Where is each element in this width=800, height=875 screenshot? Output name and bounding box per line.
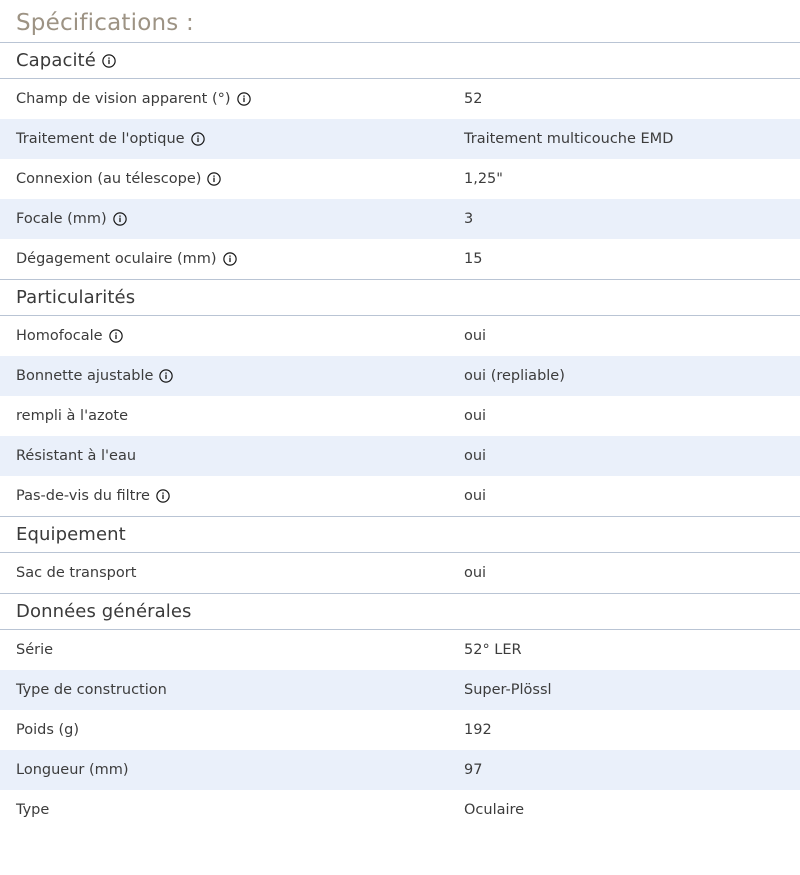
spec-value-cell bbox=[448, 396, 800, 436]
section-title-label: Particularités bbox=[16, 287, 136, 308]
section-header-row bbox=[0, 594, 800, 630]
table-row bbox=[0, 79, 800, 120]
spec-value-cell bbox=[448, 436, 800, 476]
section-header-cell bbox=[0, 517, 800, 553]
section-title-label: Equipement bbox=[16, 524, 126, 545]
spec-label-wrap bbox=[16, 131, 448, 147]
spec-label-cell bbox=[0, 356, 448, 396]
spec-label-cell bbox=[0, 790, 448, 830]
spec-value: 15 bbox=[464, 251, 483, 267]
spec-label: Dégagement oculaire (mm) bbox=[16, 251, 217, 267]
spec-label-cell bbox=[0, 239, 448, 280]
section-title bbox=[0, 517, 800, 552]
spec-label-wrap bbox=[16, 368, 448, 384]
spec-value-cell bbox=[448, 710, 800, 750]
spec-label: Homofocale bbox=[16, 328, 103, 344]
table-row bbox=[0, 199, 800, 239]
spec-value: oui bbox=[464, 328, 487, 344]
spec-label-wrap bbox=[16, 762, 448, 778]
table-row bbox=[0, 790, 800, 830]
spec-value-cell bbox=[448, 630, 800, 671]
table-row bbox=[0, 710, 800, 750]
table-row bbox=[0, 316, 800, 357]
spec-value-cell bbox=[448, 750, 800, 790]
spec-label: Sac de transport bbox=[16, 565, 137, 581]
spec-label-wrap bbox=[16, 211, 448, 227]
spec-label-wrap bbox=[16, 408, 448, 424]
section-title bbox=[0, 594, 800, 629]
spec-value: 3 bbox=[464, 211, 474, 227]
spec-label-cell bbox=[0, 750, 448, 790]
spec-label-wrap bbox=[16, 802, 448, 818]
table-row bbox=[0, 436, 800, 476]
section-title-label: Capacité bbox=[16, 50, 96, 71]
spec-label-cell bbox=[0, 476, 448, 517]
spec-value: oui (repliable) bbox=[464, 368, 565, 384]
spec-label-wrap bbox=[16, 448, 448, 464]
page-title: Spécifications : bbox=[16, 10, 194, 36]
info-icon[interactable] bbox=[113, 212, 127, 226]
spec-label: Champ de vision apparent (°) bbox=[16, 91, 231, 107]
info-icon[interactable] bbox=[102, 54, 116, 68]
spec-label-cell bbox=[0, 79, 448, 120]
table-row bbox=[0, 553, 800, 594]
table-row bbox=[0, 750, 800, 790]
section-header-cell bbox=[0, 280, 800, 316]
spec-value: oui bbox=[464, 488, 487, 504]
spec-label-wrap bbox=[16, 642, 448, 658]
spec-label-cell bbox=[0, 670, 448, 710]
table-row bbox=[0, 356, 800, 396]
table-row bbox=[0, 119, 800, 159]
table-row bbox=[0, 670, 800, 710]
spec-value-cell bbox=[448, 119, 800, 159]
spec-value: 1,25" bbox=[464, 171, 503, 187]
spec-label-cell bbox=[0, 316, 448, 357]
spec-label: Série bbox=[16, 642, 54, 658]
table-row bbox=[0, 476, 800, 517]
spec-label: Focale (mm) bbox=[16, 211, 107, 227]
spec-value: oui bbox=[464, 448, 487, 464]
spec-label-cell bbox=[0, 396, 448, 436]
spec-label-cell bbox=[0, 553, 448, 594]
spec-value-cell bbox=[448, 239, 800, 280]
spec-value: 52 bbox=[464, 91, 483, 107]
spec-value: 52° LER bbox=[464, 642, 522, 658]
spec-label-cell bbox=[0, 436, 448, 476]
info-icon[interactable] bbox=[223, 252, 237, 266]
spec-label-wrap bbox=[16, 251, 448, 267]
spec-value: oui bbox=[464, 565, 487, 581]
spec-label: Poids (g) bbox=[16, 722, 80, 738]
table-row bbox=[0, 396, 800, 436]
spec-label: Pas-de-vis du filtre bbox=[16, 488, 150, 504]
table-row bbox=[0, 630, 800, 671]
info-icon[interactable] bbox=[191, 132, 205, 146]
spec-value-cell bbox=[448, 670, 800, 710]
spec-label: Résistant à l'eau bbox=[16, 448, 137, 464]
spec-label-wrap bbox=[16, 91, 448, 107]
spec-label: Traitement de l'optique bbox=[16, 131, 185, 147]
section-header-cell bbox=[0, 594, 800, 630]
specifications-table bbox=[0, 42, 800, 830]
info-icon[interactable] bbox=[237, 92, 251, 106]
specifications-body bbox=[0, 43, 800, 831]
spec-value-cell bbox=[448, 79, 800, 120]
spec-label-cell bbox=[0, 159, 448, 199]
spec-label-wrap bbox=[16, 682, 448, 698]
section-title-label: Données générales bbox=[16, 601, 192, 622]
section-title bbox=[0, 280, 800, 315]
spec-label-cell bbox=[0, 710, 448, 750]
spec-value: 97 bbox=[464, 762, 483, 778]
info-icon[interactable] bbox=[109, 329, 123, 343]
spec-value: oui bbox=[464, 408, 487, 424]
section-header-row bbox=[0, 517, 800, 553]
spec-value: Oculaire bbox=[464, 802, 525, 818]
spec-label-cell bbox=[0, 119, 448, 159]
spec-value: Super-Plössl bbox=[464, 682, 552, 698]
spec-label-wrap bbox=[16, 488, 448, 504]
info-icon[interactable] bbox=[207, 172, 221, 186]
section-header-row bbox=[0, 43, 800, 79]
spec-label-wrap bbox=[16, 328, 448, 344]
section-header-cell bbox=[0, 43, 800, 79]
info-icon[interactable] bbox=[159, 369, 173, 383]
section-header-row bbox=[0, 280, 800, 316]
spec-label-wrap bbox=[16, 722, 448, 738]
spec-label: rempli à l'azote bbox=[16, 408, 129, 424]
spec-value: 192 bbox=[464, 722, 492, 738]
spec-value-cell bbox=[448, 356, 800, 396]
section-title bbox=[0, 43, 800, 78]
spec-label: Type bbox=[16, 802, 50, 818]
spec-label-cell bbox=[0, 199, 448, 239]
spec-label-cell bbox=[0, 630, 448, 671]
spec-label: Type de construction bbox=[16, 682, 167, 698]
spec-label: Bonnette ajustable bbox=[16, 368, 154, 384]
spec-value: Traitement multicouche EMD bbox=[464, 131, 674, 147]
spec-label-wrap bbox=[16, 171, 448, 187]
table-row bbox=[0, 159, 800, 199]
table-row bbox=[0, 239, 800, 280]
spec-value-cell bbox=[448, 159, 800, 199]
spec-label: Connexion (au télescope) bbox=[16, 171, 202, 187]
spec-value-cell bbox=[448, 199, 800, 239]
spec-value-cell bbox=[448, 553, 800, 594]
spec-value-cell bbox=[448, 476, 800, 517]
spec-label: Longueur (mm) bbox=[16, 762, 129, 778]
spec-value-cell bbox=[448, 790, 800, 830]
info-icon[interactable] bbox=[156, 489, 170, 503]
spec-label-wrap bbox=[16, 565, 448, 581]
spec-value-cell bbox=[448, 316, 800, 357]
